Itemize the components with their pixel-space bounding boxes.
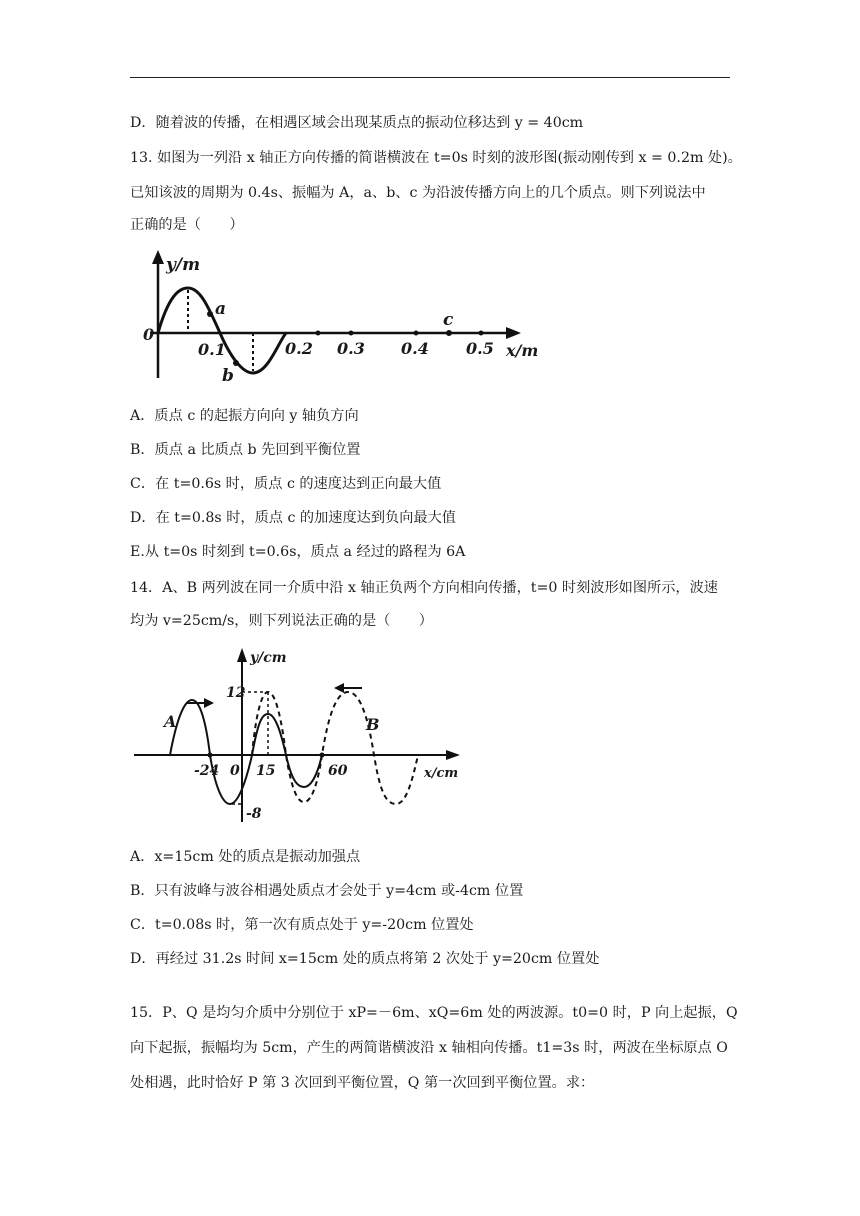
question-15-line-2: 向下起振，振幅均为 5cm，产生的两简谐横波沿 x 轴相向传播。t1=3s 时，两波在坐标原点 O: [130, 1040, 728, 1056]
question-14-line-1: 14．A、B 两列波在同一介质中沿 x 轴正负两个方向相向传播，t=0 时刻波形如图所示，波速: [130, 580, 718, 596]
tick-0-2: 0.2: [285, 339, 313, 358]
xtick-neg24: -24: [194, 763, 220, 779]
origin-label: 0: [143, 325, 155, 344]
option-d-prev: D．随着波的传播，在相遇区域会出现某质点的振动位移达到 y = 40cm: [130, 115, 584, 131]
q13-option-b: B．质点 a 比质点 b 先回到平衡位置: [130, 442, 361, 458]
figure-14-waves: [128, 642, 468, 827]
label-a: a: [215, 299, 227, 319]
q14-option-a: A．x=15cm 处的质点是振动加强点: [130, 849, 361, 865]
q14-option-d: D．再经过 31.2s 时间 x=15cm 处的质点将第 2 次处于 y=20cm 位置处: [130, 951, 600, 967]
question-13-line-3: 正确的是（ ）: [130, 217, 244, 233]
question-13-line-2: 已知该波的周期为 0.4s、振幅为 A，a、b、c 为沿波传播方向上的几个质点。则下列说法中: [130, 185, 706, 201]
label-b: b: [222, 366, 234, 386]
xtick-60: 60: [328, 763, 348, 779]
tick-0-1: 0.1: [198, 340, 226, 359]
question-13-line-1: 13. 如图为一列沿 x 轴正方向传播的简谐横波在 t=0s 时刻的波形图(振动刚传到 x = 0.2m 处)。: [130, 150, 742, 166]
tick-0-4: 0.4: [401, 339, 429, 358]
ytick-neg8: -8: [246, 806, 262, 822]
figure-13-wave: [138, 248, 548, 393]
question-15-line-1: 15．P、Q 是均匀介质中分别位于 xP=－6m、xQ=6m 处的两波源。t0=0 时，P 向上起振，Q: [130, 1005, 738, 1021]
q14-option-c: C．t=0.08s 时，第一次有质点处于 y=-20cm 位置处: [130, 917, 474, 933]
origin-label: 0: [230, 763, 240, 779]
tick-0-3: 0.3: [337, 339, 365, 358]
header-rule: [130, 77, 730, 78]
particle-a: [207, 311, 213, 317]
axis-label-x: x/m: [506, 341, 539, 360]
xtick-15: 15: [256, 763, 276, 779]
q14-option-b: B．只有波峰与波谷相遇处质点才会处于 y=4cm 或-4cm 位置: [130, 883, 524, 899]
question-14-line-2: 均为 v=25cm/s，则下列说法正确的是（ ）: [130, 613, 433, 629]
axis-label-x: x/cm: [424, 766, 459, 781]
q13-option-e: E.从 t=0s 时刻到 t=0.6s，质点 a 经过的路程为 6A: [130, 544, 466, 560]
wave-a-label: A: [164, 712, 177, 731]
axis-label-y: y/cm: [250, 650, 287, 666]
particle-c: [446, 330, 452, 336]
wave-b-label: B: [366, 715, 380, 734]
q13-option-a: A．质点 c 的起振方向向 y 轴负方向: [130, 408, 359, 424]
tick-0-5: 0.5: [466, 339, 494, 358]
label-c: c: [443, 310, 454, 330]
q13-option-d: D．在 t=0.8s 时，质点 c 的加速度达到负向最大值: [130, 510, 456, 526]
particle-b: [233, 360, 239, 366]
q13-option-c: C．在 t=0.6s 时，质点 c 的速度达到正向最大值: [130, 476, 442, 492]
question-15-line-3: 处相遇，此时恰好 P 第 3 次回到平衡位置，Q 第一次回到平衡位置。求：: [130, 1075, 595, 1091]
axis-label-y: y/m: [166, 255, 201, 275]
ytick-12: 12: [226, 685, 246, 701]
